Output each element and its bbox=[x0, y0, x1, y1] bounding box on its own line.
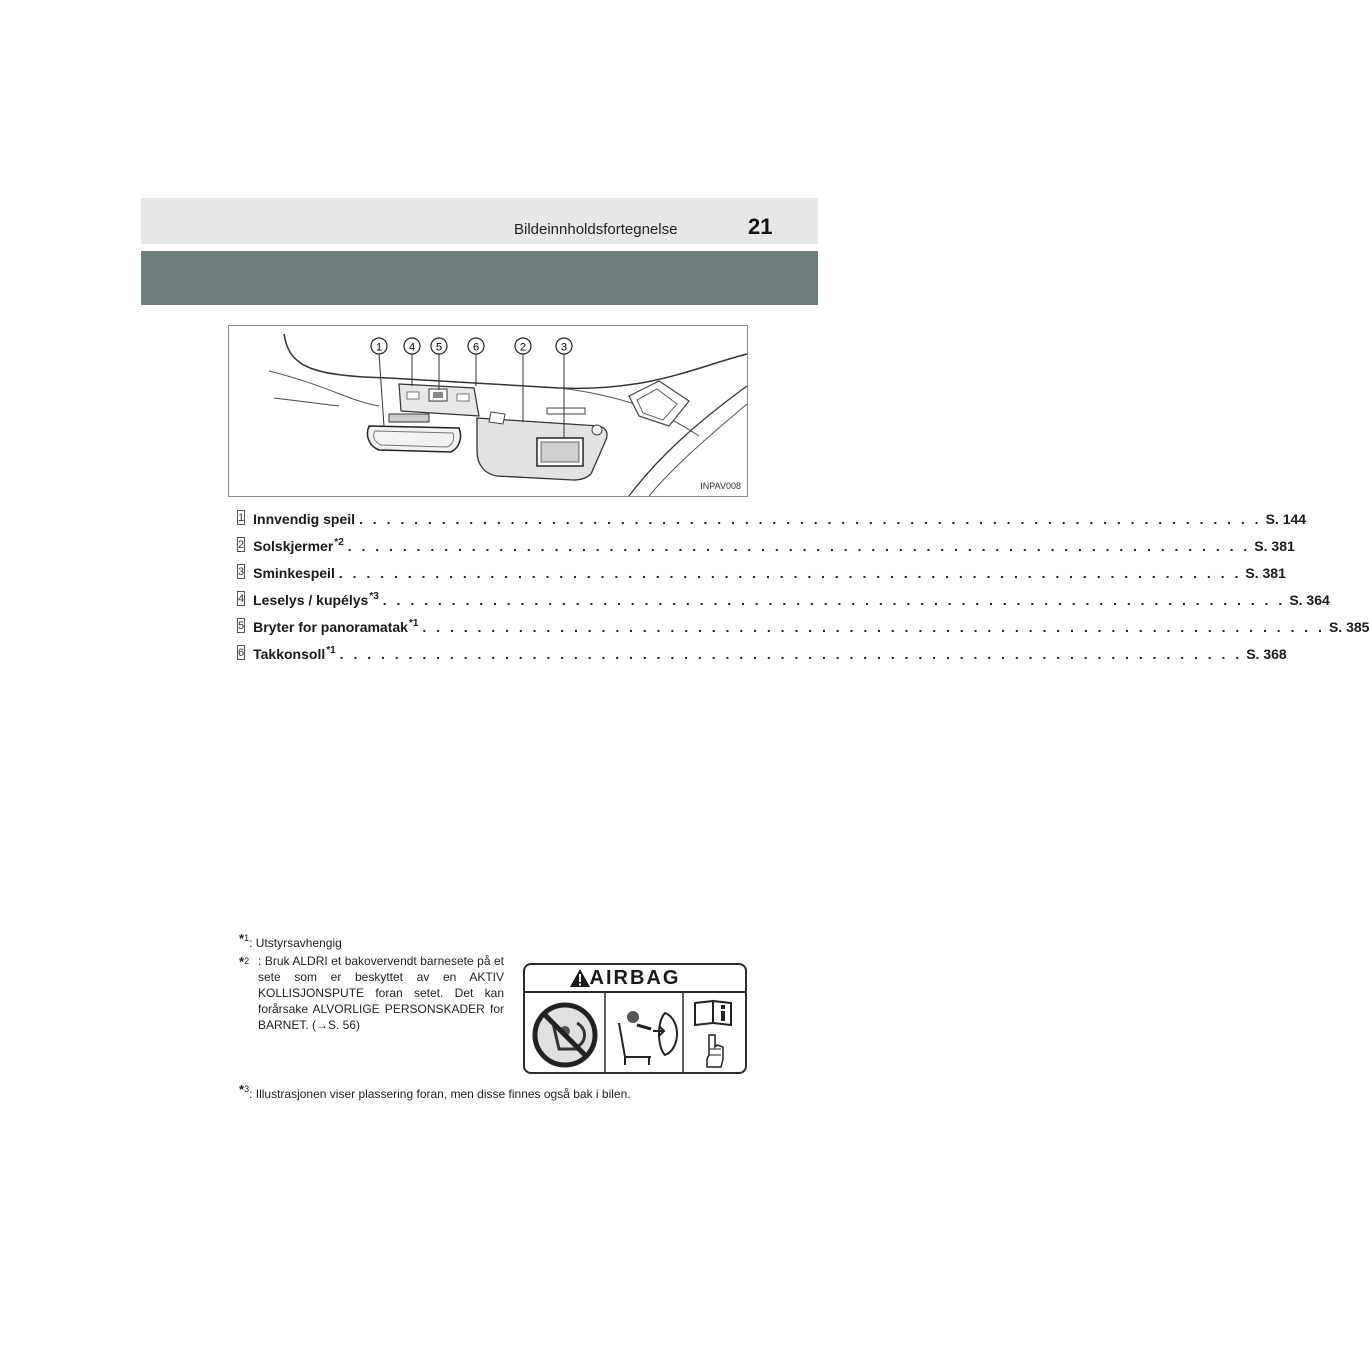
legend-item bbox=[237, 505, 1307, 527]
footnote-1: *$^1$: Utstyrsavhengig bbox=[239, 931, 342, 950]
seat-airbag-icon bbox=[619, 1011, 677, 1065]
page-reference[interactable]: S. 385 bbox=[1328, 619, 1369, 635]
footnote-text: : Utstyrsavhengig bbox=[249, 936, 342, 950]
legend-label: Solskjermer$^{*2}$ bbox=[253, 537, 344, 554]
legend-label: Takkonsoll$^{*1}$ bbox=[253, 645, 336, 662]
leader-dots: . . . . . . . . . . . . . . . . . . . . . . . . . . . . . . . . . . . . . . . . . . . . . . . . . . . . . . . . . . . . . . . . . . bbox=[338, 565, 1242, 581]
svg-text:3: 3 bbox=[560, 341, 568, 354]
footnote-marker: *1 bbox=[326, 645, 336, 656]
callout-1 bbox=[371, 338, 387, 354]
interior-ceiling-illustration bbox=[228, 325, 748, 497]
legend-label: Sminkespeil bbox=[253, 565, 335, 581]
warning-triangle-icon bbox=[569, 968, 591, 988]
leader-dots: . . . . . . . . . . . . . . . . . . . . . . . . . . . . . . . . . . . . . . . . . . . . . . . . . . . . . . . . . . . . . . . . . . bbox=[359, 511, 1262, 527]
page-reference[interactable]: S. 368 bbox=[1246, 646, 1287, 662]
svg-text:5: 5 bbox=[435, 341, 443, 354]
footnote-marker: *3 bbox=[369, 591, 379, 602]
callout-4 bbox=[404, 338, 420, 354]
legend-number: 1 bbox=[238, 511, 245, 524]
header-bar bbox=[141, 198, 818, 244]
svg-text:1: 1 bbox=[375, 341, 383, 354]
footnote-marker: *1 bbox=[408, 618, 419, 629]
callout-6 bbox=[468, 338, 484, 354]
footnote-text: : Bruk ALDRI et bakovervendt barnesete på et sete som er beskyttet av en AKTIV KOLLISJONSPUTE foran setet. Det kan forårsake ALVORLIGE PERSONSKADER for BARNET. (→S. 56) bbox=[258, 954, 504, 1032]
legend-number: 6 bbox=[238, 646, 245, 659]
legend-item bbox=[237, 532, 1295, 554]
read-manual-icon bbox=[695, 1001, 731, 1067]
section-title: Bildeinnholdsfortegnelse bbox=[514, 221, 678, 238]
legend-item bbox=[237, 559, 1286, 581]
no-rear-facing-seat-icon bbox=[535, 1005, 595, 1065]
legend-item bbox=[237, 640, 1287, 662]
footnote-marker: *2 bbox=[334, 537, 344, 548]
legend-label: Leselys / kupélys$^{*3}$ bbox=[253, 591, 379, 608]
leader-dots: . . . . . . . . . . . . . . . . . . . . . . . . . . . . . . . . . . . . . . . . . . . . . . . . . . . . . . . . . . . . . . . . . . bbox=[382, 592, 1286, 608]
leader-dots: . . . . . . . . . . . . . . . . . . . . . . . . . . . . . . . . . . . . . . . . . . . . . . . . . . . . . . . . . . . . . . . . . . bbox=[422, 619, 1325, 635]
legend-item bbox=[237, 586, 1330, 608]
page-number: 21 bbox=[748, 214, 773, 239]
page-reference[interactable]: S. 381 bbox=[1254, 538, 1295, 554]
leader-dots: . . . . . . . . . . . . . . . . . . . . . . . . . . . . . . . . . . . . . . . . . . . . . . . . . . . . . . . . . . . . . . . . . . bbox=[347, 538, 1251, 554]
legend-number: 4 bbox=[238, 592, 245, 605]
callout-5 bbox=[431, 338, 447, 354]
svg-text:4: 4 bbox=[408, 341, 416, 354]
callout-2 bbox=[515, 338, 531, 354]
page-reference[interactable]: S. 144 bbox=[1265, 511, 1307, 527]
ceiling-drawing bbox=[229, 326, 747, 496]
page-reference[interactable]: S. 381 bbox=[1245, 565, 1286, 581]
airbag-pictograms bbox=[525, 993, 745, 1074]
footnote-3: *$^3$: Illustrasjonen viser plassering foran, men disse finnes også bak i bilen. bbox=[239, 1082, 631, 1101]
legend-label: Bryter for panoramatak$^{*1}$ bbox=[253, 618, 419, 635]
svg-text:2: 2 bbox=[519, 341, 527, 354]
legend-number: 3 bbox=[238, 565, 245, 578]
figure-code: INPAV008 bbox=[700, 481, 741, 491]
legend-number: 2 bbox=[238, 538, 245, 551]
footnote-text: : Illustrasjonen viser plassering foran, men disse finnes også bak i bilen. bbox=[249, 1087, 631, 1101]
leader-dots: . . . . . . . . . . . . . . . . . . . . . . . . . . . . . . . . . . . . . . . . . . . . . . . . . . . . . . . . . . . . . . . . . . bbox=[339, 646, 1243, 662]
airbag-warning-label bbox=[523, 963, 747, 1074]
svg-text:6: 6 bbox=[472, 341, 480, 354]
airbag-label-title: AIRBAG bbox=[525, 965, 745, 993]
legend-label: Innvendig speil bbox=[253, 511, 356, 527]
page-reference[interactable]: S. 364 bbox=[1289, 592, 1330, 608]
section-band bbox=[141, 251, 818, 305]
legend-item bbox=[237, 613, 1369, 635]
legend-number: 5 bbox=[238, 619, 245, 632]
callout-3 bbox=[556, 338, 572, 354]
